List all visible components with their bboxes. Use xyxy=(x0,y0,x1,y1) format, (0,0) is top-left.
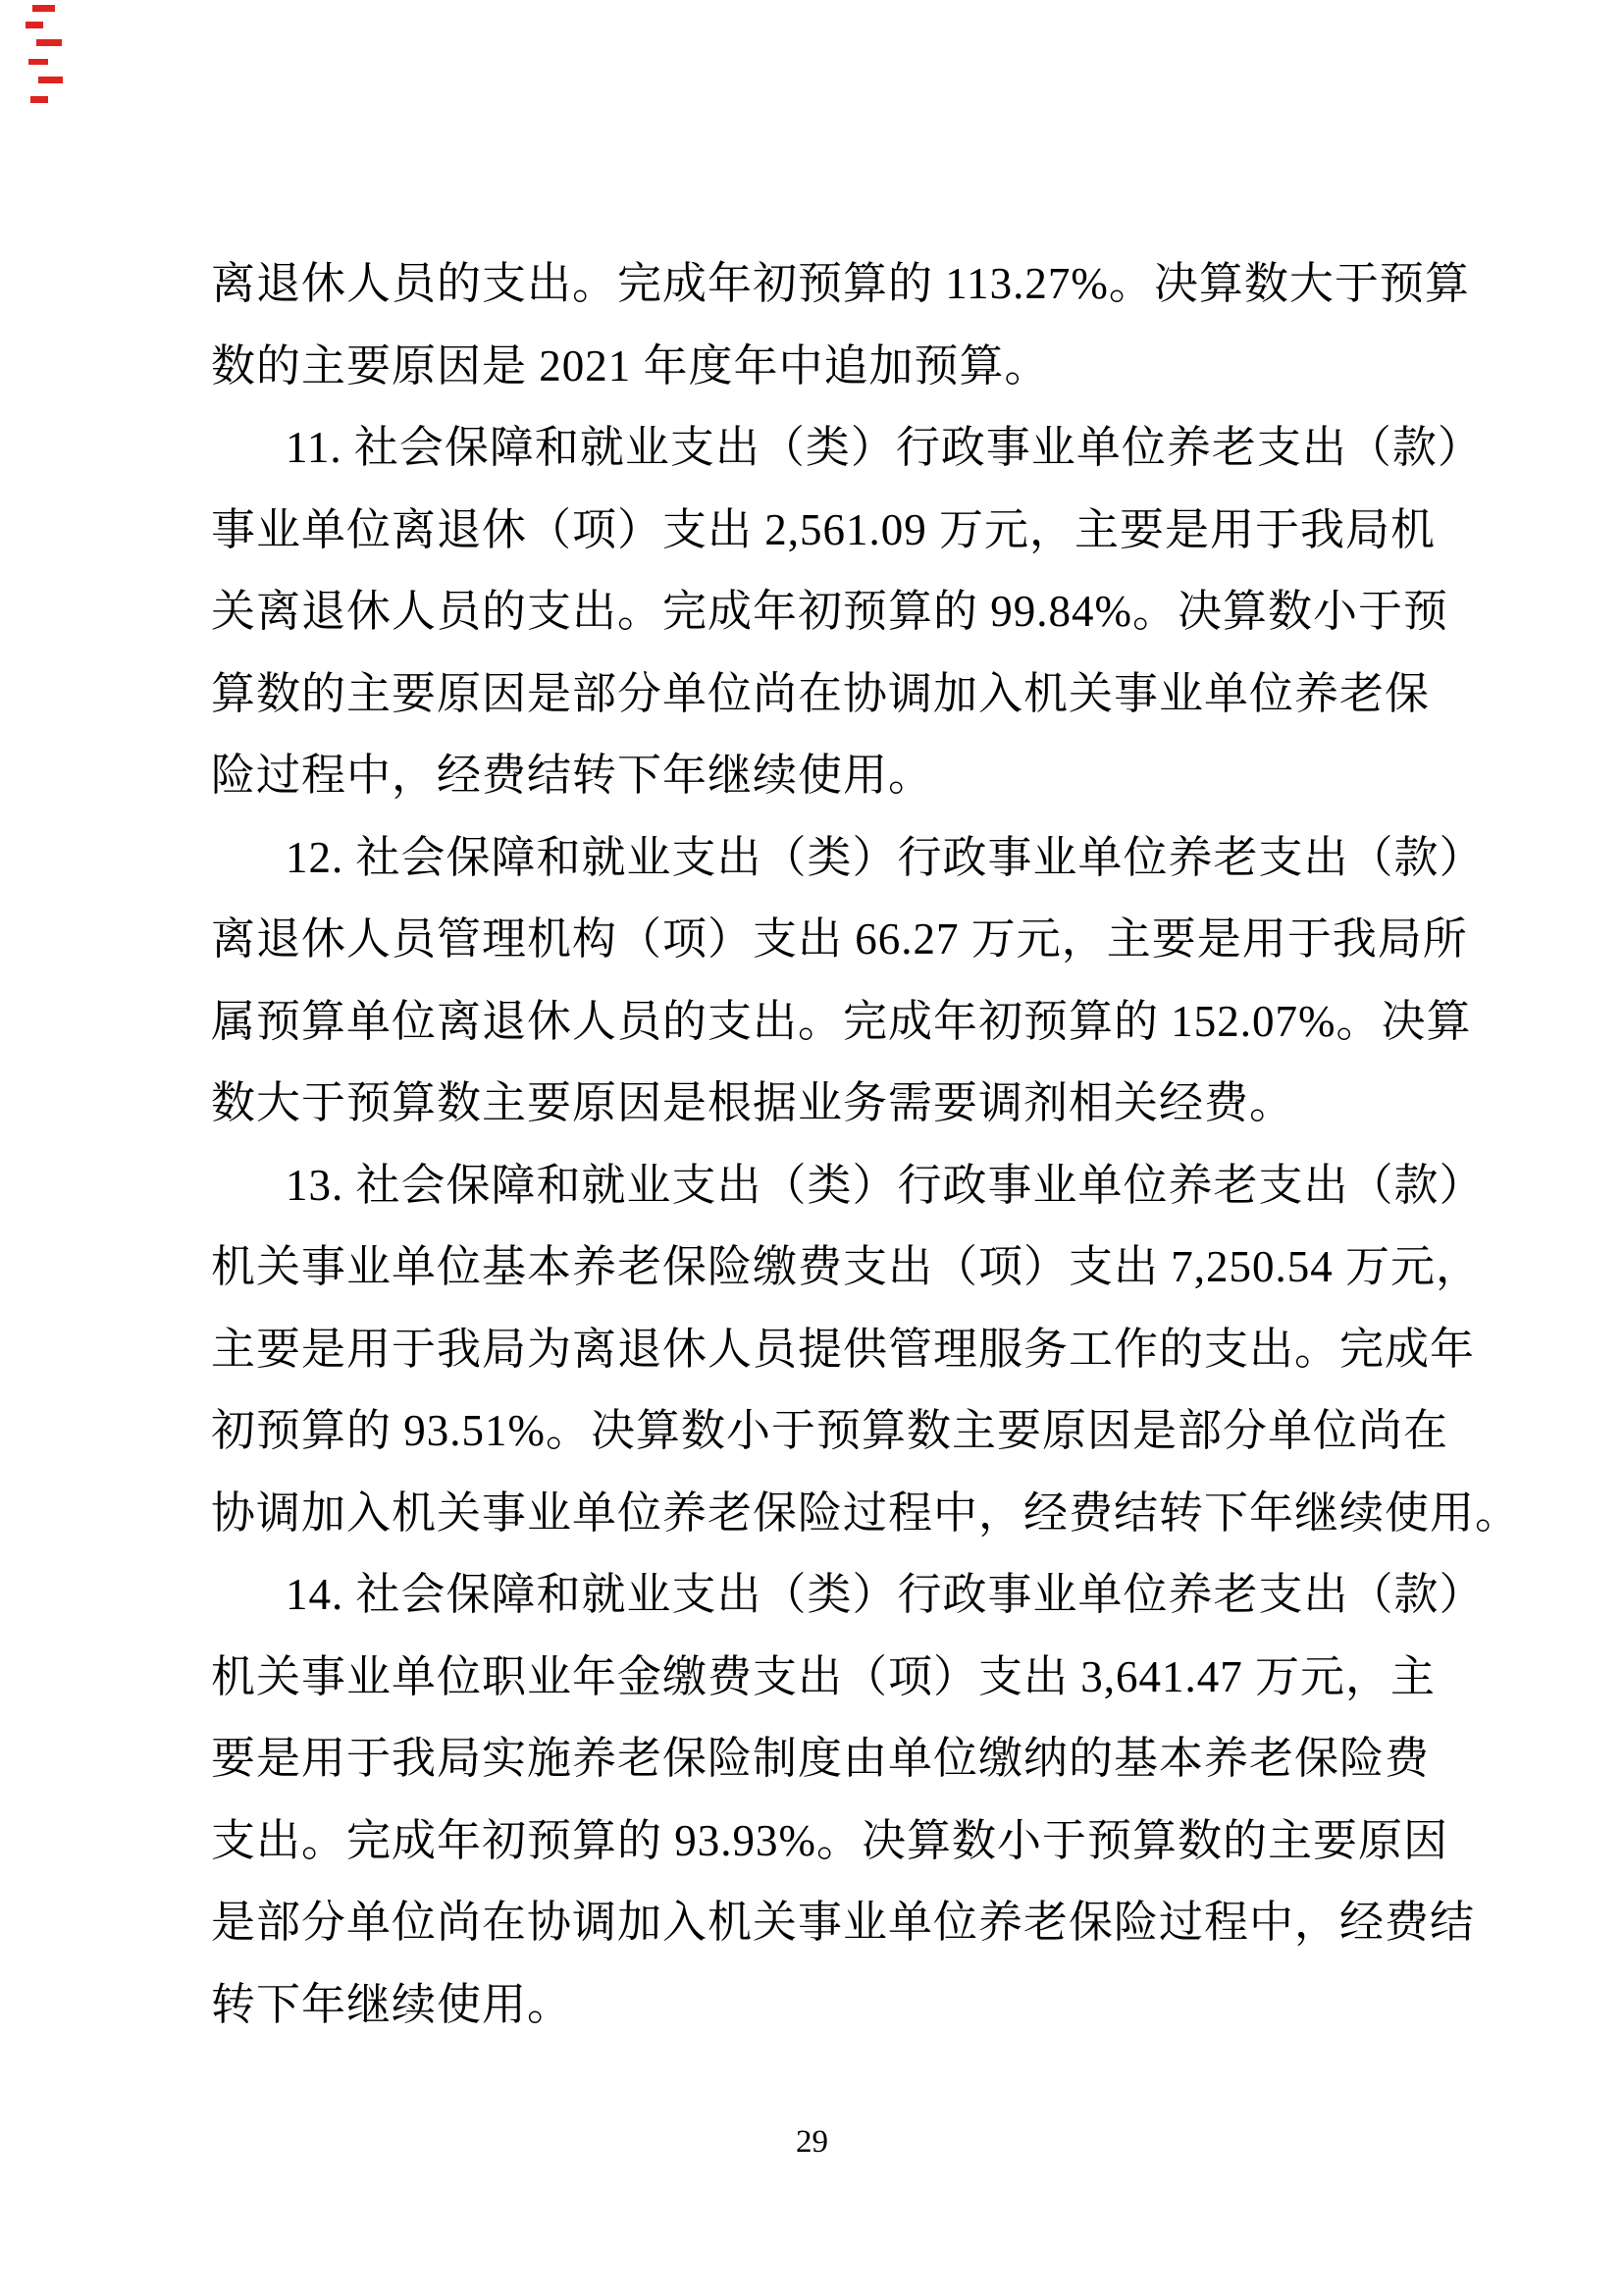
text-line: 13. 社会保障和就业支出（类）行政事业单位养老支出（款） xyxy=(286,1160,1485,1210)
text-line: 11. 社会保障和就业支出（类）行政事业单位养老支出（款） xyxy=(286,423,1483,472)
text-line: 14. 社会保障和就业支出（类）行政事业单位养老支出（款） xyxy=(286,1570,1485,1619)
text-line: 关离退休人员的支出。完成年初预算的 99.84%。决算数小于预 xyxy=(211,587,1448,636)
text-line: 离退休人员的支出。完成年初预算的 113.27%。决算数大于预算 xyxy=(211,259,1470,308)
text-line: 算数的主要原因是部分单位尚在协调加入机关事业单位养老保 xyxy=(211,668,1431,718)
page-number: 29 xyxy=(796,2124,828,2160)
red-scribble-mark xyxy=(26,5,65,115)
text-line: 支出。完成年初预算的 93.93%。决算数小于预算数的主要原因 xyxy=(211,1815,1448,1865)
text-line: 数大于预算数主要原因是根据业务需要调剂相关经费。 xyxy=(211,1078,1295,1127)
text-line: 属预算单位离退休人员的支出。完成年初预算的 152.07%。决算 xyxy=(211,996,1472,1046)
text-line: 初预算的 93.51%。决算数小于预算数主要原因是部分单位尚在 xyxy=(211,1406,1448,1455)
text-line: 离退休人员管理机构（项）支出 66.27 万元，主要是用于我局所 xyxy=(211,914,1468,964)
text-line: 12. 社会保障和就业支出（类）行政事业单位养老支出（款） xyxy=(286,832,1485,882)
text-line: 转下年继续使用。 xyxy=(211,1979,573,2029)
text-line: 主要是用于我局为离退休人员提供管理服务工作的支出。完成年 xyxy=(211,1324,1476,1374)
text-line: 险过程中，经费结转下年继续使用。 xyxy=(211,751,934,800)
text-line: 机关事业单位基本养老保险缴费支出（项）支出 7,250.54 万元， xyxy=(211,1242,1482,1291)
text-line: 是部分单位尚在协调加入机关事业单位养老保险过程中，经费结 xyxy=(211,1898,1476,1947)
text-line: 协调加入机关事业单位养老保险过程中，经费结转下年继续使用。 xyxy=(211,1487,1521,1538)
text-line: 事业单位离退休（项）支出 2,561.09 万元，主要是用于我局机 xyxy=(211,504,1437,554)
text-line: 数的主要原因是 2021 年度年中追加预算。 xyxy=(211,340,1050,391)
text-line: 机关事业单位职业年金缴费支出（项）支出 3,641.47 万元，主 xyxy=(211,1651,1437,1701)
body-text xyxy=(211,243,1521,2046)
text-line: 要是用于我局实施养老保险制度由单位缴纳的基本养老保险费 xyxy=(211,1734,1431,1783)
